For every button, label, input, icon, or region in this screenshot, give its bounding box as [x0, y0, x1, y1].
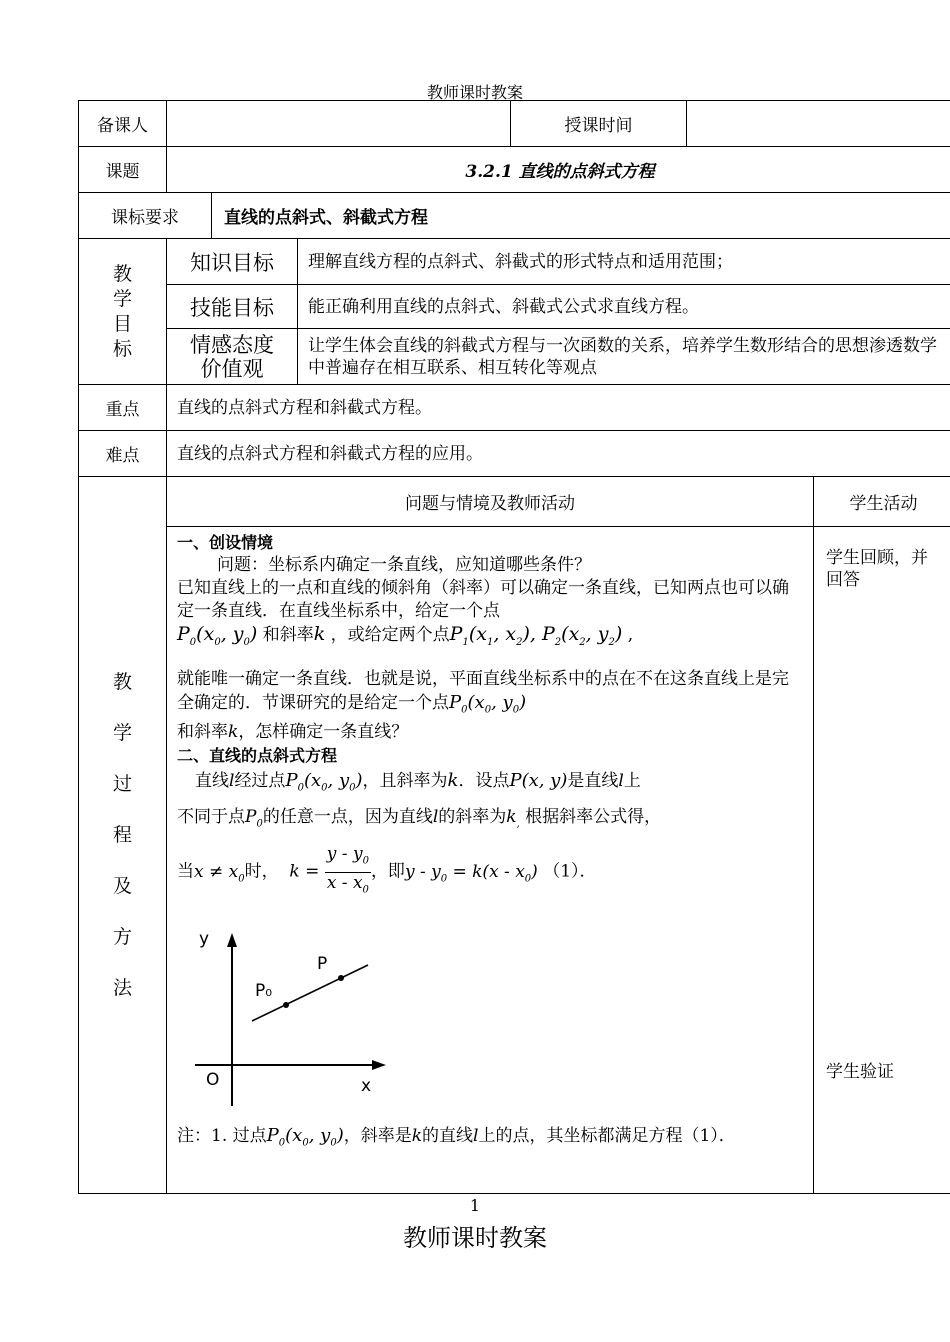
- row-process-header: [79, 477, 950, 527]
- y-axis-arrow-icon: [227, 933, 237, 947]
- section-1-or-two-points: ，或给定两个点: [330, 625, 450, 645]
- section-1-paragraph-1: 已知直线上的一点和直线的倾斜角（斜率）可以确定一条直线，已知两点也可以确定一条直线．在直线坐标系中，给定一个点 $P_0(x_0$, $y_0$) 和斜率k ，或给定两个点$P_1(x_1$, $x_2$), $P_2(x_2$, $y_2$) ,: [177, 578, 789, 648]
- difficulty-label: 难点: [79, 431, 167, 477]
- process-label: [79, 477, 167, 1194]
- knowledge-goal-label: 知识目标: [167, 239, 298, 285]
- row-keypoint: [79, 385, 950, 431]
- row-requirements: [79, 193, 950, 239]
- skill-goal-label: 技能目标: [167, 285, 298, 329]
- section-2-text: 根据斜率公式得，: [525, 806, 662, 827]
- process-char: 过: [112, 772, 132, 795]
- section-1-paragraph-2-text: 就能唯一确定一条直线．也就是说，平面直线坐标系中的点在不在这条直线上是完全确定的．节课研究的是给定一个点: [177, 668, 789, 713]
- note-paragraph: 注：1. 过点$P_0(x_0$, $y_0$)，斜率是k的直线l上的点，其坐标都满足方程（1）．: [177, 1125, 736, 1149]
- x-axis-arrow-icon: [372, 1060, 386, 1070]
- point-p0-dot: [283, 1002, 289, 1008]
- section-2-text: 是直线: [567, 771, 619, 792]
- student-activity-header: 学生活动: [814, 477, 950, 527]
- section-2-text: 的任意一点，因为直线: [262, 806, 433, 827]
- row-goal-skill: [79, 285, 950, 329]
- section-2-text: 直线: [195, 771, 229, 792]
- section-1-title: 一、创设情境: [177, 533, 274, 552]
- row-preparer: [79, 101, 950, 147]
- process-char: 教: [112, 670, 132, 693]
- lesson-time-value: [687, 101, 950, 147]
- preparer-label: 备课人: [79, 101, 167, 147]
- keypoint-label: 重点: [79, 385, 167, 431]
- process-char: 程: [112, 823, 132, 846]
- section-2-line-1: 直线l经过点$P_0(x_0$, $y_0$)，且斜率为k．设点P(x, y)是直线l上: [195, 770, 641, 794]
- teacher-activity-header: 问题与情境及教师活动: [167, 477, 814, 527]
- row-process-content: [79, 527, 950, 1194]
- row-goal-emotion: [79, 329, 950, 385]
- equation-text: 当: [177, 861, 194, 882]
- origin-label: O: [206, 1070, 220, 1090]
- x-axis-label: x: [361, 1076, 372, 1096]
- section-2-text: ．设点: [458, 771, 510, 792]
- section-2-text: ，且斜率为: [362, 771, 448, 792]
- page-header-title: 教师课时教案: [426, 83, 523, 102]
- point-p-label: P: [317, 954, 328, 974]
- student-activity-2: 学生验证: [826, 1062, 895, 1082]
- goals-label: [79, 239, 167, 385]
- note-text: 注：1. 过点: [177, 1126, 267, 1146]
- page-number: 1: [469, 1196, 481, 1215]
- student-activity-content: [814, 527, 950, 1194]
- section-2-title: 二、直线的点斜式方程: [177, 746, 338, 766]
- section-2-line-2: 不同于点$P_0$的任意一点，因为直线l的斜率为$k_,$ 根据斜率公式得，: [177, 806, 662, 830]
- coordinate-graph: [181, 923, 421, 1113]
- point-p-dot: [338, 975, 344, 981]
- section-2-text: 经过点: [234, 771, 286, 792]
- section-1-paragraph-2: 就能唯一确定一条直线．也就是说，平面直线坐标系中的点在不在这条直线上是完全确定的．节课研究的是给定一个点$P_0(x_0$, $y_0$): [177, 668, 789, 716]
- equation-text: 时，: [244, 861, 279, 882]
- process-char: 方: [112, 925, 132, 948]
- student-activity-1: 学生回顾，并回答: [826, 548, 929, 590]
- equation-text: ，即: [370, 861, 405, 882]
- topic-value: 3.2.1 直线的点斜式方程: [167, 147, 950, 193]
- section-1-paragraph-3b: ，怎样确定一条直线？: [238, 722, 409, 743]
- slope-fraction: $\frac{y - y_0}{x - x_0}$: [326, 844, 369, 896]
- note-text: ，斜率是: [343, 1126, 412, 1146]
- goals-char: 学: [112, 287, 132, 310]
- section-1-and-slope: 和斜率: [262, 625, 314, 645]
- emotion-goal-text: 让学生体会直线的斜截式方程与一次函数的关系，培养学生数形结合的思想渗透数学中普遍存在相互联系、相互转化等观点: [298, 329, 950, 385]
- emotion-goal-label-line2: 价值观: [200, 356, 264, 381]
- requirements-value: 直线的点斜式、斜截式方程: [212, 193, 950, 239]
- equation-text: （1）．: [543, 861, 597, 882]
- section-2-text: 的斜率为: [438, 806, 507, 827]
- row-topic: [79, 147, 950, 193]
- section-1-question: 问题：坐标系内确定一条直线，应知道哪些条件？: [217, 555, 591, 575]
- lesson-time-label: 授课时间: [511, 101, 687, 147]
- requirements-label: 课标要求: [79, 193, 212, 239]
- section-1-paragraph-3: 和斜率k，怎样确定一条直线？: [177, 722, 409, 743]
- section-1-paragraph-3a: 和斜率: [177, 722, 228, 743]
- note-text: 的直线: [422, 1126, 474, 1146]
- section-2-text: 上: [623, 771, 641, 792]
- emotion-goal-label: [167, 329, 298, 385]
- goals-char: 标: [112, 337, 132, 360]
- process-char: 及: [112, 874, 132, 897]
- section-2-equation: 当$x \ne x_0$时， k = $\frac{y - y_0}{x - x_0}$ ，即$y - y_0 = k(x - x_0)$ （1）．: [177, 844, 803, 900]
- skill-goal-text: 能正确利用直线的点斜式、斜截式公式求直线方程。: [298, 285, 950, 329]
- teacher-activity-content: [167, 527, 814, 1194]
- goals-char: 目: [112, 312, 132, 335]
- preparer-value: [167, 101, 511, 147]
- difficulty-text: 直线的点斜式方程和斜截式方程的应用。: [167, 431, 950, 477]
- row-goal-knowledge: [79, 239, 950, 285]
- point-p0-label: P₀: [255, 981, 273, 1001]
- knowledge-goal-text: 理解直线方程的点斜式、斜截式的形式特点和适用范围；: [298, 239, 950, 285]
- section-1-paragraph-1-text: 已知直线上的一点和直线的倾斜角（斜率）可以确定一条直线，已知两点也可以确定一条直线．在直线坐标系中，给定一个点: [177, 578, 789, 621]
- topic-label: 课题: [79, 147, 167, 193]
- y-axis-label: y: [199, 929, 210, 949]
- process-char: 法: [112, 976, 132, 999]
- note-text: 上的点，其坐标都满足方程（1）．: [478, 1126, 736, 1146]
- process-char: 学: [112, 721, 132, 744]
- goals-char: 教: [112, 262, 132, 285]
- row-difficulty: [79, 431, 950, 477]
- emotion-goal-label-line1: 情感态度: [190, 332, 274, 357]
- keypoint-text: 直线的点斜式方程和斜截式方程。: [167, 385, 950, 431]
- next-page-title: 教师课时教案: [403, 1224, 547, 1252]
- lesson-plan-table: [78, 100, 950, 1194]
- section-2-text: 不同于点: [177, 806, 245, 827]
